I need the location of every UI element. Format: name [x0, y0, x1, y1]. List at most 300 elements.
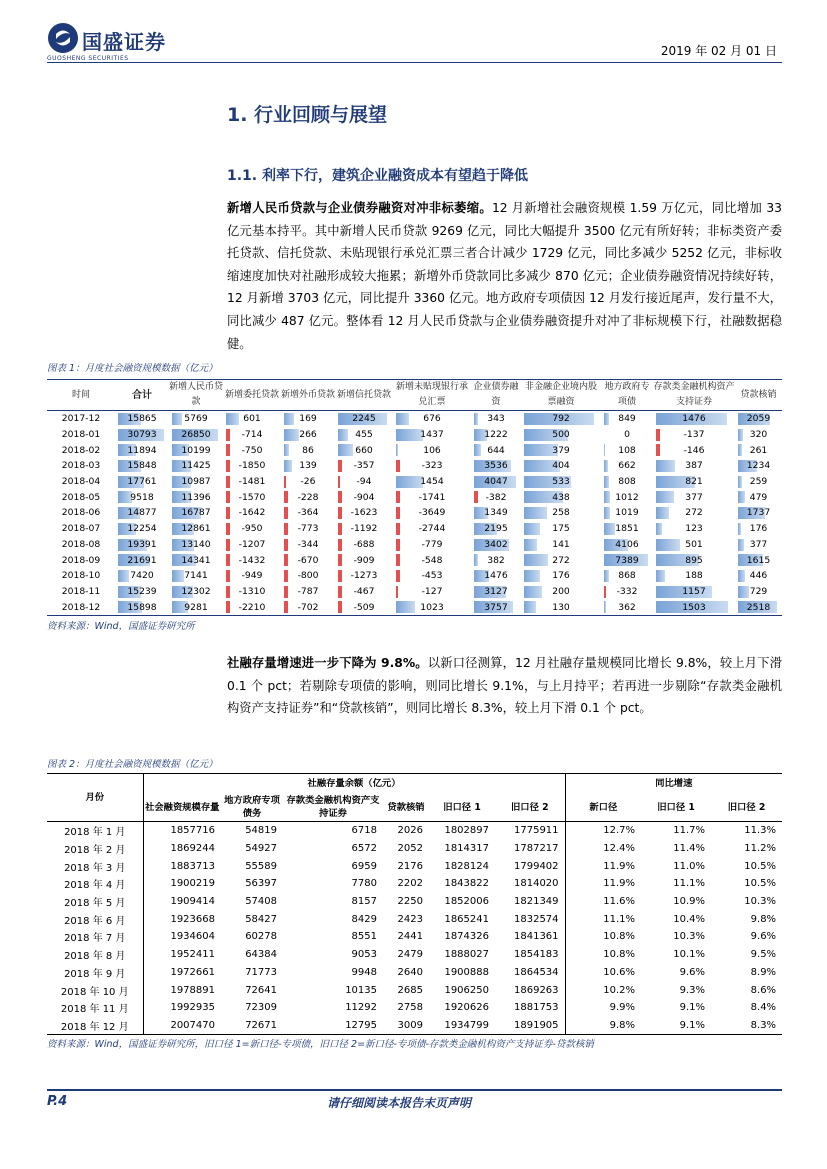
- t1-cell-value: 446: [749, 570, 768, 582]
- footer-rule: [47, 1089, 782, 1091]
- t2-cell: 1972661: [143, 964, 221, 982]
- t2-row: [47, 822, 782, 840]
- t1-cell: [735, 584, 782, 600]
- t1-data-bar: [474, 491, 478, 503]
- t1-cell-value: 21691: [127, 554, 157, 566]
- t1-data-bar: [226, 523, 230, 535]
- t2-subheader-3: 贷款核销: [383, 794, 429, 822]
- t1-cell-value: -323: [421, 460, 443, 472]
- t1-data-bar: [604, 523, 615, 535]
- t1-row: [47, 599, 782, 615]
- t1-cell-value: 10987: [181, 476, 211, 488]
- t2-cell: 10.2%: [565, 981, 641, 999]
- t1-cell-value: -1192: [350, 523, 378, 535]
- t1-data-bar: [284, 413, 294, 425]
- subsection-heading: 1.1. 利率下行，建筑企业融资成本有望趋于降低: [227, 168, 528, 184]
- t1-data-bar: [226, 570, 230, 582]
- t1-data-bar: [338, 586, 342, 598]
- t2-row: [47, 999, 782, 1017]
- t1-cell: [115, 458, 169, 474]
- t1-cell: [335, 568, 393, 584]
- t1-cell: [281, 427, 335, 443]
- t1-cell: [223, 552, 281, 568]
- t1-cell-value: 15865: [127, 413, 157, 425]
- t1-cell-value: 11425: [181, 460, 211, 472]
- t2-row: [47, 928, 782, 946]
- t1-cell-value: 438: [552, 491, 570, 503]
- t2-cell: 8.4%: [750, 1002, 777, 1014]
- t2-cell: 1883713: [143, 857, 221, 875]
- t1-cell-value: -357: [353, 460, 375, 472]
- t1-cell-value: 139: [299, 460, 317, 472]
- t1-cell: [471, 489, 521, 505]
- t2-cell: 1869263: [514, 984, 559, 996]
- t1-cell-value: 1851: [615, 523, 639, 535]
- t1-cell: [471, 568, 521, 584]
- t1-cell: [521, 442, 601, 458]
- t2-cell-month: 2018 年 6 月: [64, 915, 126, 927]
- t1-cell: [223, 505, 281, 521]
- t2-cell: 72309: [245, 1002, 277, 1014]
- t1-cell-value: 382: [487, 554, 505, 566]
- t1-cell: [601, 521, 653, 537]
- t1-cell-value: 404: [552, 460, 570, 472]
- t1-cell: [335, 442, 393, 458]
- t1-data-bar: [338, 476, 340, 488]
- t2-cell: 2423: [397, 913, 423, 925]
- t1-header-0: 时间: [47, 380, 115, 411]
- section-heading: 1. 行业回顾与展望: [227, 104, 388, 126]
- t1-cell: [169, 584, 223, 600]
- t1-cell: [393, 505, 471, 521]
- t2-cell: 1934604: [143, 928, 221, 946]
- t1-cell: [115, 584, 169, 600]
- t2-cell: 9948: [351, 966, 377, 978]
- t2-cell: 11.1%: [565, 910, 641, 928]
- t2-cell-month: 2018 年 3 月: [64, 862, 126, 874]
- t1-cell-value: 1349: [484, 507, 508, 519]
- t1-cell: [115, 568, 169, 584]
- t2-cell: 9.9%: [565, 999, 641, 1017]
- t1-cell: [471, 442, 521, 458]
- t2-cell: 1802897: [444, 825, 489, 837]
- t1-cell: [601, 568, 653, 584]
- t1-header-11: 贷款核销: [735, 380, 782, 411]
- t1-cell: [223, 489, 281, 505]
- t2-cell: 11.4%: [673, 843, 706, 855]
- t1-cell-value: 2059: [746, 413, 771, 425]
- t1-cell-value: 644: [487, 444, 505, 456]
- t1-cell: [601, 427, 653, 443]
- t1-cell: [115, 411, 169, 427]
- t1-cell: [223, 442, 281, 458]
- t1-cell: [393, 427, 471, 443]
- t1-cell: [393, 599, 471, 615]
- t1-cell-value: -3649: [418, 507, 446, 519]
- t2-cell: 9.1%: [641, 1017, 711, 1035]
- t2-cell: 11292: [345, 1002, 377, 1014]
- t1-cell-value: 141: [552, 538, 570, 550]
- t2-cell: 1874326: [444, 931, 489, 943]
- t1-cell-value: 343: [487, 413, 505, 425]
- t1-data-bar: [738, 570, 745, 582]
- t2-row: [47, 840, 782, 858]
- t1-cell: [521, 411, 601, 427]
- t1-data-bar: [226, 507, 230, 519]
- t1-data-bar: [284, 539, 288, 551]
- t2-cell: 1952411: [143, 946, 221, 964]
- t2-cell: 2026: [397, 825, 423, 837]
- t1-cell-value: 1737: [746, 507, 771, 519]
- logo-subtitle: GUOSHENG SECURITIES: [47, 55, 129, 62]
- t1-cell: [281, 584, 335, 600]
- t2-cell: 1854183: [514, 949, 559, 961]
- t1-cell-value: -688: [353, 538, 375, 550]
- t2-cell: 10135: [345, 984, 377, 996]
- t2-cell: 1841361: [514, 931, 559, 943]
- t1-cell-value: 3757: [484, 601, 508, 613]
- t1-cell-value: 14877: [127, 507, 157, 519]
- t2-cell: 6718: [351, 825, 377, 837]
- t1-cell-date: [47, 489, 115, 505]
- t1-cell: [601, 442, 653, 458]
- t1-cell: [223, 458, 281, 474]
- t1-cell-value: -94: [356, 476, 372, 488]
- t1-cell-value: -773: [297, 523, 319, 535]
- t1-cell-value: -332: [616, 585, 638, 597]
- t1-cell-value: 662: [618, 460, 636, 472]
- t2-row: [47, 981, 782, 999]
- t1-data-bar: [524, 554, 548, 566]
- paragraph-1-text: 12 月新增社会融资规模 1.59 万亿元，同比增加 33 亿元基本持平。其中新增人民币贷款 9269 亿元，同比大幅提升 3500 亿元有所好转；非标类资产委托贷款、信托贷款、未贴现银行承兑汇票三者合计减少 1729 亿元，同比多减少 5252 亿元，非标收缩速度加快对社融形成较大拖累；新增外币贷款同比多减少 870 亿元；企业债券融资情况持续好转，12 月新增 3703 亿元，同比提升 3360 亿元。地方政府专项债因 12 月发行接近尾声，发行量不大，同比减少 487 亿元。整体看 12 月人民币贷款与企业债券融资提升对冲了非标规模下行，社融数据稳健。: [227, 201, 782, 351]
- t1-data-bar: [604, 444, 605, 456]
- t1-data-bar: [474, 554, 478, 566]
- t1-cell-value: 2018-06: [61, 507, 101, 519]
- t1-data-bar: [604, 460, 608, 472]
- t1-cell: [115, 552, 169, 568]
- t1-cell-date: [47, 505, 115, 521]
- t1-cell-value: 660: [355, 444, 373, 456]
- t1-data-bar: [524, 539, 537, 551]
- t1-data-bar: [284, 429, 299, 441]
- t1-cell: [471, 474, 521, 490]
- t2-cell: 2007470: [143, 1017, 221, 1035]
- t1-cell-value: 169: [299, 413, 317, 425]
- month-header: 月份: [47, 774, 143, 822]
- t1-cell-value: 1019: [615, 507, 639, 519]
- t1-cell: [735, 599, 782, 615]
- t1-cell: [335, 599, 393, 615]
- t2-cell: 2441: [397, 931, 423, 943]
- t2-cell: 1799402: [514, 860, 559, 872]
- t1-cell: [521, 599, 601, 615]
- t2-cell: 8157: [351, 896, 377, 908]
- t1-cell-value: 1454: [420, 476, 444, 488]
- t1-cell: [521, 537, 601, 553]
- t1-cell: [393, 474, 471, 490]
- t1-data-bar: [656, 523, 662, 535]
- t1-data-bar: [396, 413, 409, 425]
- t2-cell: 54927: [245, 843, 277, 855]
- t1-cell-value: -800: [297, 570, 319, 582]
- t1-cell: [471, 599, 521, 615]
- t2-cell: 11.9%: [565, 857, 641, 875]
- t2-cell: 8429: [351, 913, 377, 925]
- t2-cell: 2250: [397, 896, 423, 908]
- t1-cell-value: 2018-04: [61, 476, 101, 488]
- t1-cell-value: -949: [241, 570, 263, 582]
- t1-data-bar: [396, 586, 398, 598]
- t1-cell: [281, 489, 335, 505]
- t1-cell: [169, 458, 223, 474]
- t1-cell-value: 821: [685, 476, 703, 488]
- t1-cell: [335, 489, 393, 505]
- t1-cell: [169, 411, 223, 427]
- t1-cell: [601, 599, 653, 615]
- t1-cell: [169, 489, 223, 505]
- logo-mark-icon: [47, 22, 79, 54]
- t1-header-9: 地方政府专项债: [601, 380, 653, 411]
- t1-data-bar: [226, 413, 239, 425]
- group-header-growth: 同比增速: [565, 774, 782, 794]
- t1-data-bar: [738, 429, 743, 441]
- t1-cell-value: 377: [685, 491, 703, 503]
- t1-cell-value: -787: [297, 585, 319, 597]
- t1-cell: [281, 568, 335, 584]
- t1-header-5: 新增信托贷款: [335, 380, 393, 411]
- t1-cell-value: 868: [618, 570, 636, 582]
- t1-cell-value: 2018-01: [61, 429, 101, 441]
- t1-cell-value: 12302: [181, 585, 211, 597]
- t1-cell-value: 12254: [127, 523, 157, 535]
- t1-cell: [735, 521, 782, 537]
- paragraph-2-text: 以新口径测算，12 月社融存量规模同比增长 9.8%，较上月下滑 0.1 个 pct；若剔除专项债的影响，则同比增长 9.1%，与上月持平；若再进一步剔除“存款类金融机构资产支持证券”和“贷款核销”，则同比增长 8.3%，较上月下滑 0.1 个 pct。: [227, 656, 782, 716]
- t1-cell-value: -2744: [418, 523, 446, 535]
- t1-data-bar: [226, 539, 230, 551]
- table-1-source: 资料来源：Wind，国盛证券研究所: [47, 621, 195, 632]
- t1-cell-value: 2245: [352, 413, 376, 425]
- t2-cell: 58427: [245, 913, 277, 925]
- t1-cell-date: [47, 458, 115, 474]
- logo-text: 国盛证券: [82, 30, 166, 54]
- t1-cell-value: -467: [353, 585, 375, 597]
- t2-cell: 1881753: [514, 1002, 559, 1014]
- t2-row: [47, 946, 782, 964]
- t1-data-bar: [656, 444, 660, 456]
- t2-cell: 1857716: [143, 822, 221, 840]
- t1-data-bar: [226, 444, 230, 456]
- t1-data-bar: [604, 601, 606, 613]
- t1-cell: [601, 474, 653, 490]
- t1-cell-value: 130: [552, 601, 570, 613]
- t2-cell-month: 2018 年 5 月: [64, 898, 126, 910]
- t1-header-7: 企业债券融资: [471, 380, 521, 411]
- t1-cell: [521, 489, 601, 505]
- t1-cell: [601, 489, 653, 505]
- t2-cell: 10.8%: [565, 946, 641, 964]
- t2-cell: 1920626: [444, 1002, 489, 1014]
- t1-cell: [601, 411, 653, 427]
- t1-cell-value: 15898: [127, 601, 157, 613]
- t1-cell: [653, 552, 735, 568]
- t1-cell-value: 4047: [484, 476, 508, 488]
- t1-cell-value: 188: [685, 570, 703, 582]
- t1-cell-value: 2018-03: [61, 460, 101, 472]
- t2-cell: 71773: [245, 966, 277, 978]
- t1-cell-value: 272: [552, 554, 570, 566]
- t1-cell: [735, 411, 782, 427]
- t1-cell: [521, 521, 601, 537]
- t1-cell-value: 1437: [420, 429, 444, 441]
- t1-cell: [471, 584, 521, 600]
- t1-data-bar: [284, 444, 289, 456]
- t1-cell-value: 676: [423, 413, 441, 425]
- t1-cell: [281, 458, 335, 474]
- t1-data-bar: [656, 570, 665, 582]
- t1-cell: [393, 584, 471, 600]
- t2-row: [47, 1017, 782, 1035]
- t1-cell: [735, 442, 782, 458]
- paragraph-2: [227, 652, 782, 720]
- t1-cell-value: 1157: [682, 585, 706, 597]
- t1-cell-date: [47, 411, 115, 427]
- t1-cell: [223, 584, 281, 600]
- t2-subheader-1: 地方政府专项债务: [221, 794, 283, 822]
- t1-cell-value: -950: [241, 523, 263, 535]
- t1-header-3: 新增委托贷款: [223, 380, 281, 411]
- t1-data-bar: [396, 444, 398, 456]
- t1-cell-value: 2018-05: [61, 491, 101, 503]
- t1-data-bar: [738, 586, 749, 598]
- t1-cell-value: 259: [749, 476, 768, 488]
- t2-cell: 10.3%: [744, 896, 777, 908]
- t1-data-bar: [396, 507, 400, 519]
- t1-cell-value: 387: [685, 460, 703, 472]
- t1-cell: [601, 505, 653, 521]
- t2-row: [47, 857, 782, 875]
- table-1-title: 图表 1：月度社会融资规模数据（亿元）: [47, 363, 218, 374]
- t1-cell: [653, 474, 735, 490]
- t1-data-bar: [656, 491, 674, 503]
- t1-cell-value: -344: [297, 538, 319, 550]
- t2-cell-month: 2018 年 12 月: [47, 1017, 143, 1035]
- t1-data-bar: [226, 460, 230, 472]
- t1-cell: [169, 505, 223, 521]
- t2-row: [47, 893, 782, 911]
- t1-cell-value: -364: [297, 507, 319, 519]
- t2-cell: 1832574: [514, 913, 559, 925]
- t1-data-bar: [738, 539, 744, 551]
- t1-cell-value: -137: [683, 429, 705, 441]
- t1-data-bar: [604, 476, 609, 488]
- t2-cell: 9053: [351, 949, 377, 961]
- t1-cell-value: 176: [552, 570, 570, 582]
- t2-cell: 1775911: [514, 825, 559, 837]
- t1-cell-value: 266: [299, 429, 317, 441]
- page-number: P.4: [47, 1094, 68, 1109]
- t1-cell: [471, 537, 521, 553]
- t1-cell-date: [47, 584, 115, 600]
- t1-cell-value: 176: [749, 523, 768, 535]
- t1-cell: [735, 489, 782, 505]
- t2-cell: 1814317: [444, 843, 489, 855]
- t1-data-bar: [656, 539, 680, 551]
- t1-cell-value: 1012: [615, 491, 639, 503]
- t1-cell-value: 9518: [130, 491, 154, 503]
- t1-header-8: 非金融企业境内股票融资: [521, 380, 601, 411]
- t1-data-bar: [396, 476, 423, 488]
- t1-data-bar: [284, 460, 292, 472]
- t2-cell: 60278: [245, 931, 277, 943]
- table-2-source: 资料来源：Wind，国盛证券研究所，旧口径 1=新口径-专项债，旧口径 2=新口径-专项债-存款类金融机构资产支持证券-贷款核销: [47, 1039, 594, 1050]
- t1-cell: [115, 537, 169, 553]
- t2-cell: 9.1%: [679, 1002, 706, 1014]
- t1-cell: [521, 474, 601, 490]
- t2-cell: 11.3%: [744, 825, 777, 837]
- t1-cell-value: 601: [243, 413, 261, 425]
- t1-cell: [393, 442, 471, 458]
- t2-cell: 11.9%: [565, 875, 641, 893]
- t2-cell: 56397: [245, 878, 277, 890]
- t1-cell: [393, 568, 471, 584]
- t1-data-bar: [656, 429, 660, 441]
- t1-cell: [335, 474, 393, 490]
- t1-cell: [335, 521, 393, 537]
- t1-cell-value: 3402: [484, 538, 508, 550]
- t1-cell: [281, 474, 335, 490]
- t1-cell-value: -750: [241, 444, 263, 456]
- t2-cell: 1865241: [444, 913, 489, 925]
- paragraph-1: [227, 197, 782, 355]
- t1-cell-value: 808: [618, 476, 636, 488]
- t1-cell: [735, 458, 782, 474]
- t1-cell-value: 7420: [130, 570, 154, 582]
- t1-cell-value: 792: [552, 413, 570, 425]
- t1-cell-value: 86: [302, 444, 314, 456]
- t1-row: [47, 505, 782, 521]
- t1-cell-value: 2195: [484, 523, 508, 535]
- t1-cell-value: 11396: [181, 491, 211, 503]
- t1-row: [47, 584, 782, 600]
- t2-subheader-8: 旧口径 2: [711, 794, 782, 822]
- t1-cell: [393, 552, 471, 568]
- t1-cell: [653, 505, 735, 521]
- t2-cell: 72641: [245, 984, 277, 996]
- t1-data-bar: [338, 507, 342, 519]
- table-2-title: 图表 2：月度社会融资规模数据（亿元）: [47, 759, 218, 770]
- t1-cell-value: 14341: [181, 554, 211, 566]
- t2-cell: 8551: [351, 931, 377, 943]
- t1-cell-value: -146: [683, 444, 705, 456]
- t1-cell: [281, 442, 335, 458]
- t1-data-bar: [524, 601, 536, 613]
- t1-cell-value: -779: [421, 538, 443, 550]
- t2-cell: 11.1%: [673, 878, 706, 890]
- t1-cell-value: 1503: [682, 601, 706, 613]
- t2-cell: 3009: [383, 1017, 429, 1035]
- t2-cell: 10.5%: [744, 878, 777, 890]
- t1-row: [47, 458, 782, 474]
- header-rule: [47, 62, 782, 63]
- t2-cell: 1864534: [514, 966, 559, 978]
- t1-cell: [335, 427, 393, 443]
- t1-cell: [735, 427, 782, 443]
- t1-cell-value: 362: [618, 601, 636, 613]
- t1-data-bar: [338, 539, 342, 551]
- t1-data-bar: [284, 491, 288, 503]
- t1-data-bar: [284, 601, 288, 613]
- t2-cell-month: 2018 年 9 月: [64, 968, 126, 980]
